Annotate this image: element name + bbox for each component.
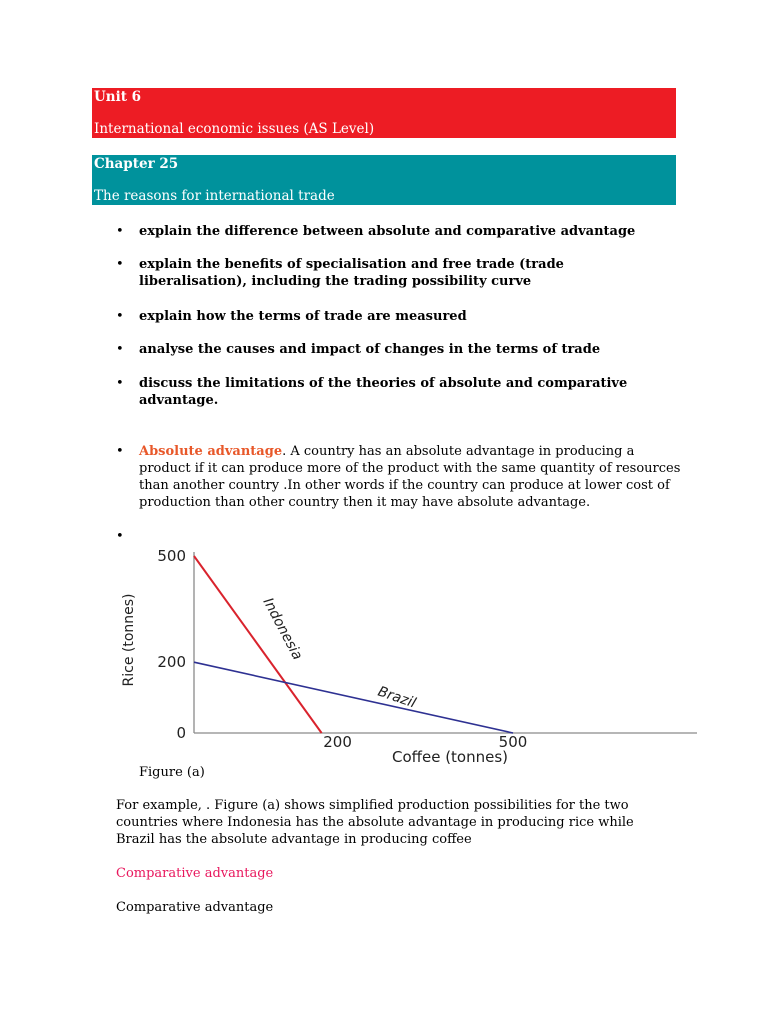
bullet-icon: • [116, 376, 124, 391]
ppf-chart [110, 540, 700, 772]
absolute-advantage-label: Absolute advantage [139, 444, 283, 459]
objective-text: analyse the causes and impact of changes in the terms of trade [139, 342, 601, 357]
comparative-advantage-label: Comparative advantage [116, 900, 274, 915]
bullet-icon: • [116, 224, 124, 239]
objective-text: explain how the terms of trade are measured [139, 309, 467, 324]
brazil-ppf-line [194, 662, 513, 733]
bullet-icon: • [116, 342, 124, 357]
unit-title: Unit 6 [94, 89, 142, 105]
y-axis-label: Rice (tonnes) [121, 593, 137, 687]
brazil-series-label: Brazil [375, 683, 418, 712]
x-tick-label: 500 [498, 733, 528, 751]
figure-caption: Figure (a) [139, 765, 205, 780]
objective-text: explain the difference between absolute and comparative advantage [139, 224, 636, 239]
chapter-subtitle: The reasons for international trade [94, 188, 335, 204]
unit-banner [92, 88, 676, 138]
chapter-title: Chapter 25 [94, 156, 179, 172]
absolute-advantage-text [139, 443, 684, 511]
indonesia-series-label: Indonesia [259, 595, 306, 663]
origin-label: 0 [176, 724, 186, 742]
objective-text: explain the benefits of specialisation and free trade (trade liberalisation), including the trading possibility curve [139, 257, 564, 289]
example-paragraph: For example, . Figure (a) shows simplified production possibilities for the two countries where Indonesia has the absolute advantage in producing rice while Brazil has the absolute advantage in producing coffee [116, 798, 634, 847]
chapter-banner [92, 155, 676, 205]
y-tick-label: 200 [157, 653, 186, 672]
objective-text: discuss the limitations of the theories of absolute and comparative advantage. [139, 376, 628, 408]
y-tick-label: 500 [157, 547, 186, 565]
unit-subtitle: International economic issues (AS Level) [94, 121, 375, 137]
x-axis-label: Coffee (tonnes) [391, 748, 509, 766]
bullet-icon: • [116, 257, 124, 272]
absolute-advantage-definition: . A country has an absolute advantage in producing a product if it can produce more of the product with the same quantity of resources than another country .In other words if the country can produce at lower cost of production than other country then it may have absolute advantage. [139, 444, 681, 510]
indonesia-ppf-line [194, 556, 322, 733]
bullet-icon: • [116, 444, 124, 459]
bullet-icon: • [116, 529, 124, 544]
x-tick-label: 200 [323, 733, 352, 751]
bullet-icon: • [116, 309, 124, 324]
ppf-chart-svg [110, 540, 700, 768]
comparative-advantage-heading: Comparative advantage [116, 866, 274, 881]
